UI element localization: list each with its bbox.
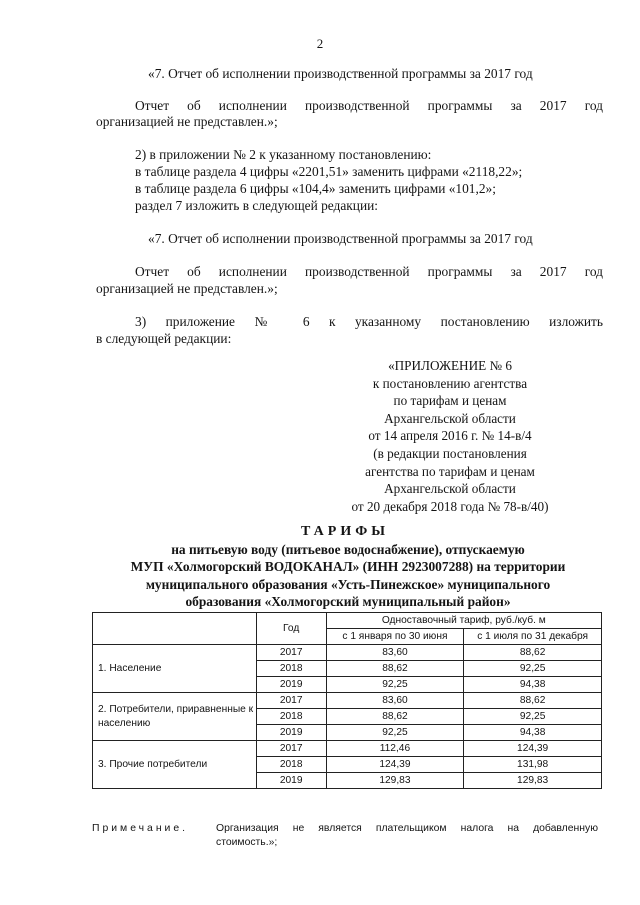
tariffs-title: ТАРИФЫ <box>301 524 389 539</box>
header-period1: с 1 января по 30 июня <box>326 629 464 645</box>
note-line2: стоимость.»; <box>216 837 278 848</box>
tariff-h1-cell: 88,62 <box>326 661 464 677</box>
item2-line1: 2) в приложении № 2 к указанному постановлению: <box>135 147 432 162</box>
tariffs-subtitle-line: МУП «Холмогорский ВОДОКАНАЛ» (ИНН 2923007288) на территории <box>130 559 566 575</box>
tariff-h1-cell: 92,25 <box>326 725 464 741</box>
tariff-h2-cell: 92,25 <box>464 709 602 725</box>
header-period2: с 1 июля по 31 декабря <box>464 629 602 645</box>
tariff-h2-cell: 88,62 <box>464 645 602 661</box>
appendix-line: к постановлению агентства <box>372 375 528 391</box>
report-text-line2-a: организацией не представлен.»; <box>96 114 278 129</box>
year-cell: 2017 <box>256 741 326 757</box>
category-cell: 1. Население <box>93 645 257 693</box>
tariff-h1-cell: 83,60 <box>326 645 464 661</box>
tariff-h1-cell: 112,46 <box>326 741 464 757</box>
tariff-h1-cell: 129,83 <box>326 773 464 789</box>
table-header-row <box>93 613 602 629</box>
appendix-line: «ПРИЛОЖЕНИЕ № 6 <box>388 358 512 373</box>
appendix-line: от 14 апреля 2016 г. № 14-в/4 <box>368 428 532 444</box>
report-text-line1-a: Отчет об исполнении производственной программы за 2017 год <box>135 98 603 113</box>
table-row <box>93 741 602 757</box>
category-cell: 2. Потребители, приравненные к населению <box>93 693 257 741</box>
note-label: Примечание. <box>92 823 189 834</box>
tariffs-subtitle <box>96 541 600 610</box>
tariffs-subtitle-line: образования «Холмогорский муниципальный район» <box>185 593 511 609</box>
year-cell: 2019 <box>256 773 326 789</box>
tariff-h1-cell: 83,60 <box>326 693 464 709</box>
item2-line2: в таблице раздела 4 цифры «2201,51» заменить цифрами «2118,22»; <box>135 164 523 179</box>
appendix-header <box>330 357 570 515</box>
header-year: Год <box>256 613 326 645</box>
header-empty-cell <box>93 613 257 645</box>
tariff-table <box>92 612 602 789</box>
tariff-h2-cell: 88,62 <box>464 693 602 709</box>
tariff-h2-cell: 129,83 <box>464 773 602 789</box>
page-number: 2 <box>316 36 324 51</box>
item2-line4: раздел 7 изложить в следующей редакции: <box>135 198 379 213</box>
year-cell: 2018 <box>256 709 326 725</box>
table-row <box>93 693 602 709</box>
tariffs-subtitle-line: на питьевую воду (питьевое водоснабжение), отпускаемую <box>171 542 525 557</box>
year-cell: 2017 <box>256 693 326 709</box>
item3-line1: 3) приложение № 6 к указанному постановлению изложить <box>135 314 603 329</box>
appendix-line: агентства по тарифам и ценам <box>365 463 535 479</box>
section7-heading-2: «7. Отчет об исполнении производственной программы за 2017 год <box>148 231 533 246</box>
tariff-h2-cell: 94,38 <box>464 677 602 693</box>
section7-heading-1: «7. Отчет об исполнении производственной программы за 2017 год <box>148 66 533 81</box>
tariff-h1-cell: 124,39 <box>326 757 464 773</box>
report-text-line1-b: Отчет об исполнении производственной программы за 2017 год <box>135 264 603 279</box>
tariff-h1-cell: 88,62 <box>326 709 464 725</box>
note-line1: Организация не является плательщиком налога на добавленную <box>216 823 598 834</box>
appendix-line: по тарифам и ценам <box>393 393 507 409</box>
year-cell: 2018 <box>256 661 326 677</box>
tariffs-subtitle-line: муниципального образования «Усть-Пинежское» муниципального <box>145 576 551 592</box>
tariff-h2-cell: 92,25 <box>464 661 602 677</box>
item2-line3: в таблице раздела 6 цифры «104,4» заменить цифрами «101,2»; <box>135 181 496 196</box>
appendix-line: от 20 декабря 2018 года № 78-в/40) <box>351 498 549 514</box>
appendix-line: (в редакции постановления <box>373 445 527 461</box>
appendix-line: Архангельской области <box>384 410 516 426</box>
item3-line2: в следующей редакции: <box>96 331 232 346</box>
tariff-h2-cell: 124,39 <box>464 741 602 757</box>
appendix-line: Архангельской области <box>384 481 516 497</box>
report-text-line2-b: организацией не представлен.»; <box>96 281 278 296</box>
table-row <box>93 645 602 661</box>
year-cell: 2018 <box>256 757 326 773</box>
category-cell: 3. Прочие потребители <box>93 741 257 789</box>
year-cell: 2017 <box>256 645 326 661</box>
year-cell: 2019 <box>256 677 326 693</box>
year-cell: 2019 <box>256 725 326 741</box>
tariff-h2-cell: 131,98 <box>464 757 602 773</box>
header-tariff: Одноставочный тариф, руб./куб. м <box>326 613 601 629</box>
tariff-h2-cell: 94,38 <box>464 725 602 741</box>
tariff-h1-cell: 92,25 <box>326 677 464 693</box>
